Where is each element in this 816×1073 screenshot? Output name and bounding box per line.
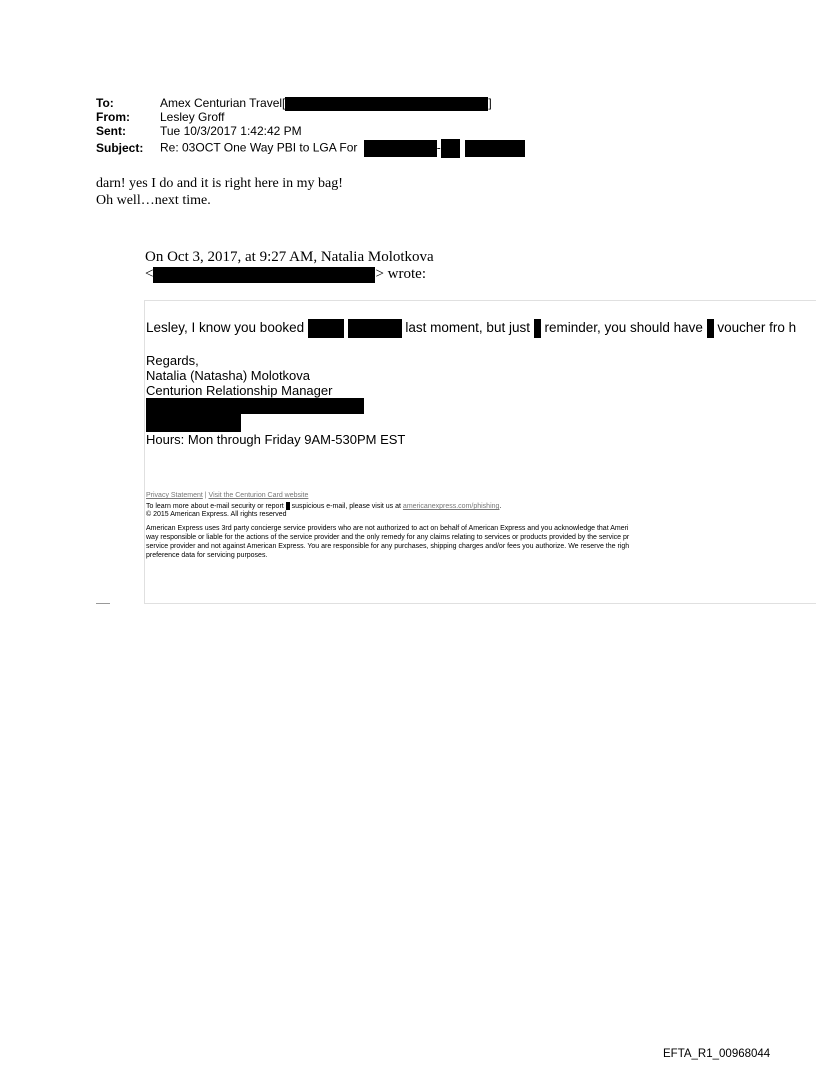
redaction-box [146, 398, 364, 414]
redaction-box [441, 139, 460, 158]
footer-links [146, 492, 308, 501]
phishing-link[interactable]: americanexpress.com/phishing [402, 502, 500, 510]
regards-line: Regards, [146, 353, 199, 368]
disclaimer-line-1: American Express uses 3rd party concierge service providers who are not authorized to act on behalf of American Express and you acknowledge that Ameri [146, 525, 629, 532]
from-row [96, 111, 224, 124]
redaction-box [364, 140, 437, 157]
from-label: From: [96, 110, 130, 124]
to-row [96, 97, 492, 111]
to-value: Amex Centurian Travel[ [160, 96, 286, 111]
reply-line-1: darn! yes I do and it is right here in my bag! [96, 176, 343, 191]
link-separator: | [202, 492, 209, 499]
footer-security-line [146, 502, 501, 511]
redaction-box [707, 319, 714, 338]
redaction-box [348, 319, 402, 338]
redaction-box [286, 502, 290, 510]
security-text-end: . [499, 502, 502, 510]
signature-title: Centurion Relationship Manager [146, 383, 333, 398]
message-part-a: Lesley, I know you booked [146, 320, 305, 336]
footer-copyright: © 2015 American Express. All rights reserved [146, 511, 287, 518]
subject-row [96, 139, 525, 158]
redaction-box [146, 414, 241, 432]
signature-separator [96, 603, 110, 604]
quote-attribution-2 [145, 266, 426, 283]
disclaimer-line-4: preference data for servicing purposes. [146, 552, 268, 559]
subject-label: Subject: [96, 140, 144, 155]
signature-name: Natalia (Natasha) Molotkova [146, 368, 311, 383]
redaction-box [308, 319, 344, 338]
disclaimer-line-2: way responsible or liable for the actions of the service provider and the only remedy for any claims relating to services or products provided by the service pr [146, 534, 630, 541]
quoted-message-line [146, 319, 796, 338]
security-text-b: suspicious e-mail, please visit us at [291, 502, 401, 510]
redaction-box [534, 319, 541, 338]
from-value: Lesley Groff [160, 110, 225, 124]
reply-line-2: Oh well…next time. [96, 193, 211, 208]
document-id: EFTA_R1_00968044 [663, 1048, 771, 1060]
quote-attribution-1: On Oct 3, 2017, at 9:27 AM, Natalia Molotkova [145, 249, 434, 265]
message-part-d: voucher fro h [717, 320, 797, 336]
message-part-c: reminder, you should have [544, 320, 703, 336]
redaction-box [285, 97, 488, 111]
subject-value: Re: 03OCT One Way PBI to LGA For [160, 140, 358, 155]
security-text-a: To learn more about e-mail security or report [146, 502, 284, 510]
to-label: To: [96, 96, 114, 111]
office-hours: Hours: Mon through Friday 9AM-530PM EST [146, 432, 406, 447]
message-part-b: last moment, but just [405, 320, 530, 336]
disclaimer-line-3: service provider and not against American Express. You are responsible for any purchases, shipping charges and/or fees you authorize. We reserve the righ [146, 543, 630, 550]
attribution-open: < [145, 266, 154, 282]
sent-row [96, 125, 302, 138]
centurion-card-link[interactable]: Visit the Centurion Card website [208, 492, 309, 499]
sent-label: Sent: [96, 124, 126, 138]
privacy-statement-link[interactable]: Privacy Statement [146, 492, 203, 499]
redaction-box [153, 267, 375, 283]
subject-dash: - [436, 140, 441, 155]
redaction-box [465, 140, 525, 157]
attribution-close: > wrote: [375, 266, 426, 282]
to-close: ] [488, 96, 492, 111]
sent-value: Tue 10/3/2017 1:42:42 PM [160, 124, 302, 138]
